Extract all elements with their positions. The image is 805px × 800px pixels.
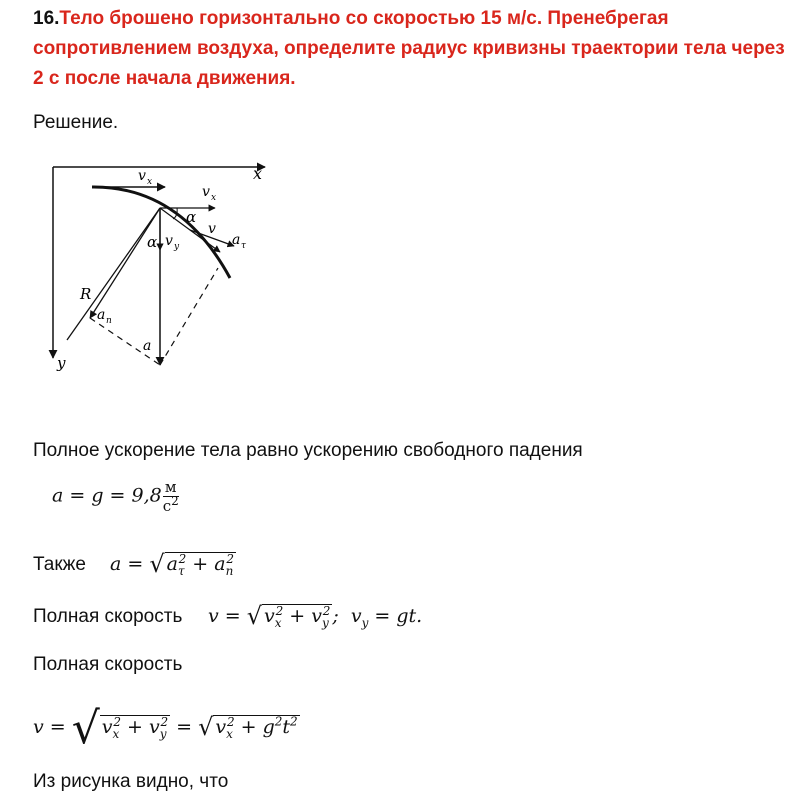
radius-label: R — [80, 285, 92, 303]
formula-1-den: с — [162, 497, 172, 515]
radius-line — [67, 208, 160, 340]
vx-mid-label: v — [202, 184, 210, 200]
at-label: a — [232, 232, 241, 248]
angle1-label: α — [186, 208, 197, 226]
vx-mid-sub: x — [211, 193, 217, 203]
formula-1-left: a = g = 9,8 — [52, 484, 162, 507]
formula-1-fraction — [163, 478, 179, 515]
axis-x-label: x — [253, 164, 263, 183]
problem-number: 16. — [33, 8, 60, 29]
trajectory-figure — [40, 150, 285, 380]
vx-top-sub: x — [147, 177, 153, 187]
formula-3-vy-sub: y — [361, 615, 369, 630]
at-sub: τ — [241, 241, 246, 251]
formula-4-sqrt-1: √ $v_x^2 + v_y^2$ — [71, 703, 169, 754]
formula-3-vy: v — [350, 605, 362, 627]
vx-top-label: v — [138, 168, 146, 184]
line-2: Также — [33, 554, 86, 575]
line-1: Полное ускорение тела равно ускорению свободного падения — [33, 440, 583, 461]
formula-3: v = √ $v_x^2 + v_y^2$ ; $v_y$ = gt. — [208, 602, 423, 630]
solution-label: Решение. — [33, 112, 119, 133]
line-3: Полная скорость — [33, 606, 183, 627]
vy-sub: y — [174, 242, 180, 252]
angle2-label: α — [147, 233, 158, 251]
an-arrow — [90, 208, 160, 318]
formula-2 — [110, 550, 236, 578]
an-label: a — [97, 307, 106, 323]
axis-y-label: y — [57, 354, 66, 372]
formula-3-rhs: = gt. — [374, 605, 423, 627]
a-label: a — [143, 338, 152, 354]
line-5: Из рисунка видно, что — [33, 771, 229, 792]
dashed-line-2 — [160, 268, 218, 365]
problem-statement — [33, 4, 793, 94]
formula-4-sqrt-2: √ $v_x^2 + g^2t^2$ — [198, 713, 298, 741]
formula-3-sqrt: √ $v_x^2 + v_y^2$ — [246, 602, 331, 630]
formula-4-left: v = — [33, 716, 66, 738]
formula-1 — [52, 478, 179, 515]
formula-4: v = √ $v_x^2 + v_y^2$ = √ $v_x^2 + g^2t^2$ — [33, 703, 298, 754]
formula-1-den-wrap: $с^2$ — [162, 494, 179, 515]
problem-text: Тело брошено горизонтально со скоростью 15 м/с. Пренебрегая сопротивлением воздуха, определите радиус кривизны траектории тела через 2 с после начала движения. — [33, 8, 785, 89]
vy-label: v — [165, 233, 173, 249]
v-label: v — [208, 221, 216, 237]
formula-2-sqrt: √ $a_\tau^2 + a_n^2$ — [149, 550, 234, 578]
line-4: Полная скорость — [33, 654, 183, 675]
formula-2-left: a = — [110, 553, 144, 575]
formula-3-left: v = — [208, 605, 241, 627]
formula-1-num: м — [163, 478, 179, 497]
an-sub: n — [106, 316, 112, 326]
